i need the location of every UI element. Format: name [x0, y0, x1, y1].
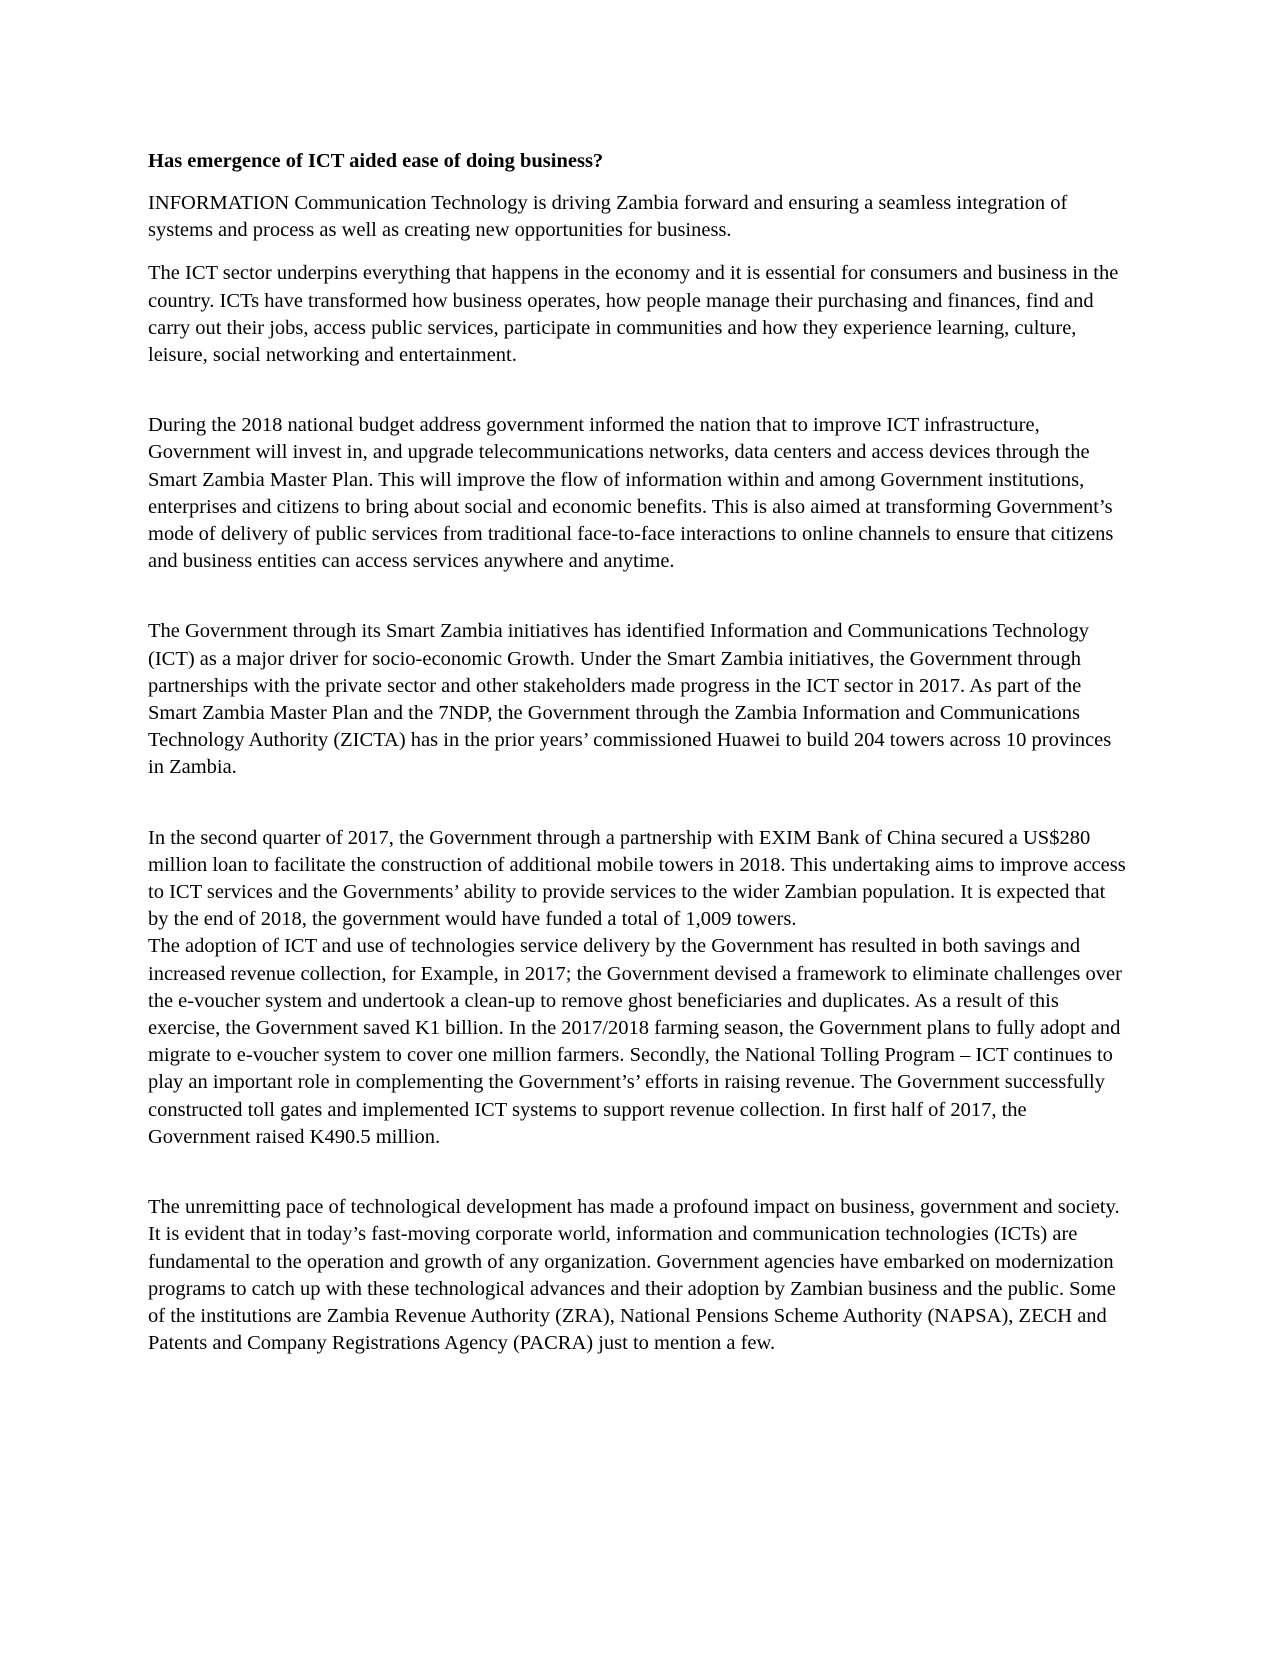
paragraph-service-delivery: The adoption of ICT and use of technologies service delivery by the Government has resulted in both savings and increased revenue collection, for Example, in 2017; the Government devised a framework to eliminate challenges over the e-voucher system and undertook a clean-up to remove ghost beneficiaries and duplicates. As a result of this exercise, the Government saved K1 billion. In the 2017/2018 farming season, the Government plans to fully adopt and migrate to e-voucher system to cover one million farmers. Secondly, the National Tolling Program – ICT continues to play an important role in complementing the Government’s’ efforts in raising revenue. The Government successfully constructed toll gates and implemented ICT systems to support revenue collection. In first half of 2017, the Government raised K490.5 million. — [148, 935, 1122, 1148]
document-page — [148, 148, 1128, 1373]
paragraph-exim-loan: In the second quarter of 2017, the Government through a partnership with EXIM Bank of China secured a US$280 million loan to facilitate the construction of additional mobile towers in 2018. This undertaking aims to improve access to ICT services and the Governments’ ability to provide services to the wider Zambian population. It is expected that by the end of 2018, the government would have funded a total of 1,009 towers. — [148, 826, 1126, 931]
paragraph-smart-zambia: The Government through its Smart Zambia initiatives has identified Information and Communications Technology (ICT) as a major driver for socio-economic Growth. Under the Smart Zambia initiatives, the Government through partnerships with the private sector and other stakeholders made progress in the ICT sector in 2017. As part of the Smart Zambia Master Plan and the 7NDP, the Government through the Zambia Information and Communications Technology Authority (ZICTA) has in the prior years’ commissioned Huawei to build 204 towers across 10 provinces in Zambia. — [148, 620, 1112, 779]
paragraph-budget-address: During the 2018 national budget address government informed the nation that to improve ICT infrastructure, Government will invest in, and upgrade telecommunications networks, data centers and access devices through the Smart Zambia Master Plan. This will improve the flow of information within and among Government institutions, enterprises and citizens to bring about social and economic benefits. This is also aimed at transforming Government’s mode of delivery of public services from traditional face-to-face interactions to online channels to ensure that citizens and business entities can access services anywhere and anytime. — [148, 414, 1114, 573]
paragraph-ict-sector: The ICT sector underpins everything that happens in the economy and it is essential for consumers and business in the country. ICTs have transformed how business operates, how people manage their purchasing and finances, find and carry out their jobs, access public services, participate in communities and how they experience learning, culture, leisure, social networking and entertainment. — [148, 262, 1119, 367]
paragraph-technological-development: The unremitting pace of technological development has made a profound impact on business, government and society. It is evident that in today’s fast-moving corporate world, information and communication technologies (ICTs) are fundamental to the operation and growth of any organization. Government agencies have embarked on modernization programs to catch up with these technological advances and their adoption by Zambian business and the public. Some of the institutions are Zambia Revenue Authority (ZRA), National Pensions Scheme Authority (NAPSA), ZECH and Patents and Company Registrations Agency (PACRA) just to mention a few. — [148, 1196, 1120, 1355]
paragraph-intro: INFORMATION Communication Technology is driving Zambia forward and ensuring a seamless integration of systems and process as well as creating new opportunities for business. — [148, 192, 1068, 242]
document-title: Has emergence of ICT aided ease of doing business? — [148, 150, 604, 172]
